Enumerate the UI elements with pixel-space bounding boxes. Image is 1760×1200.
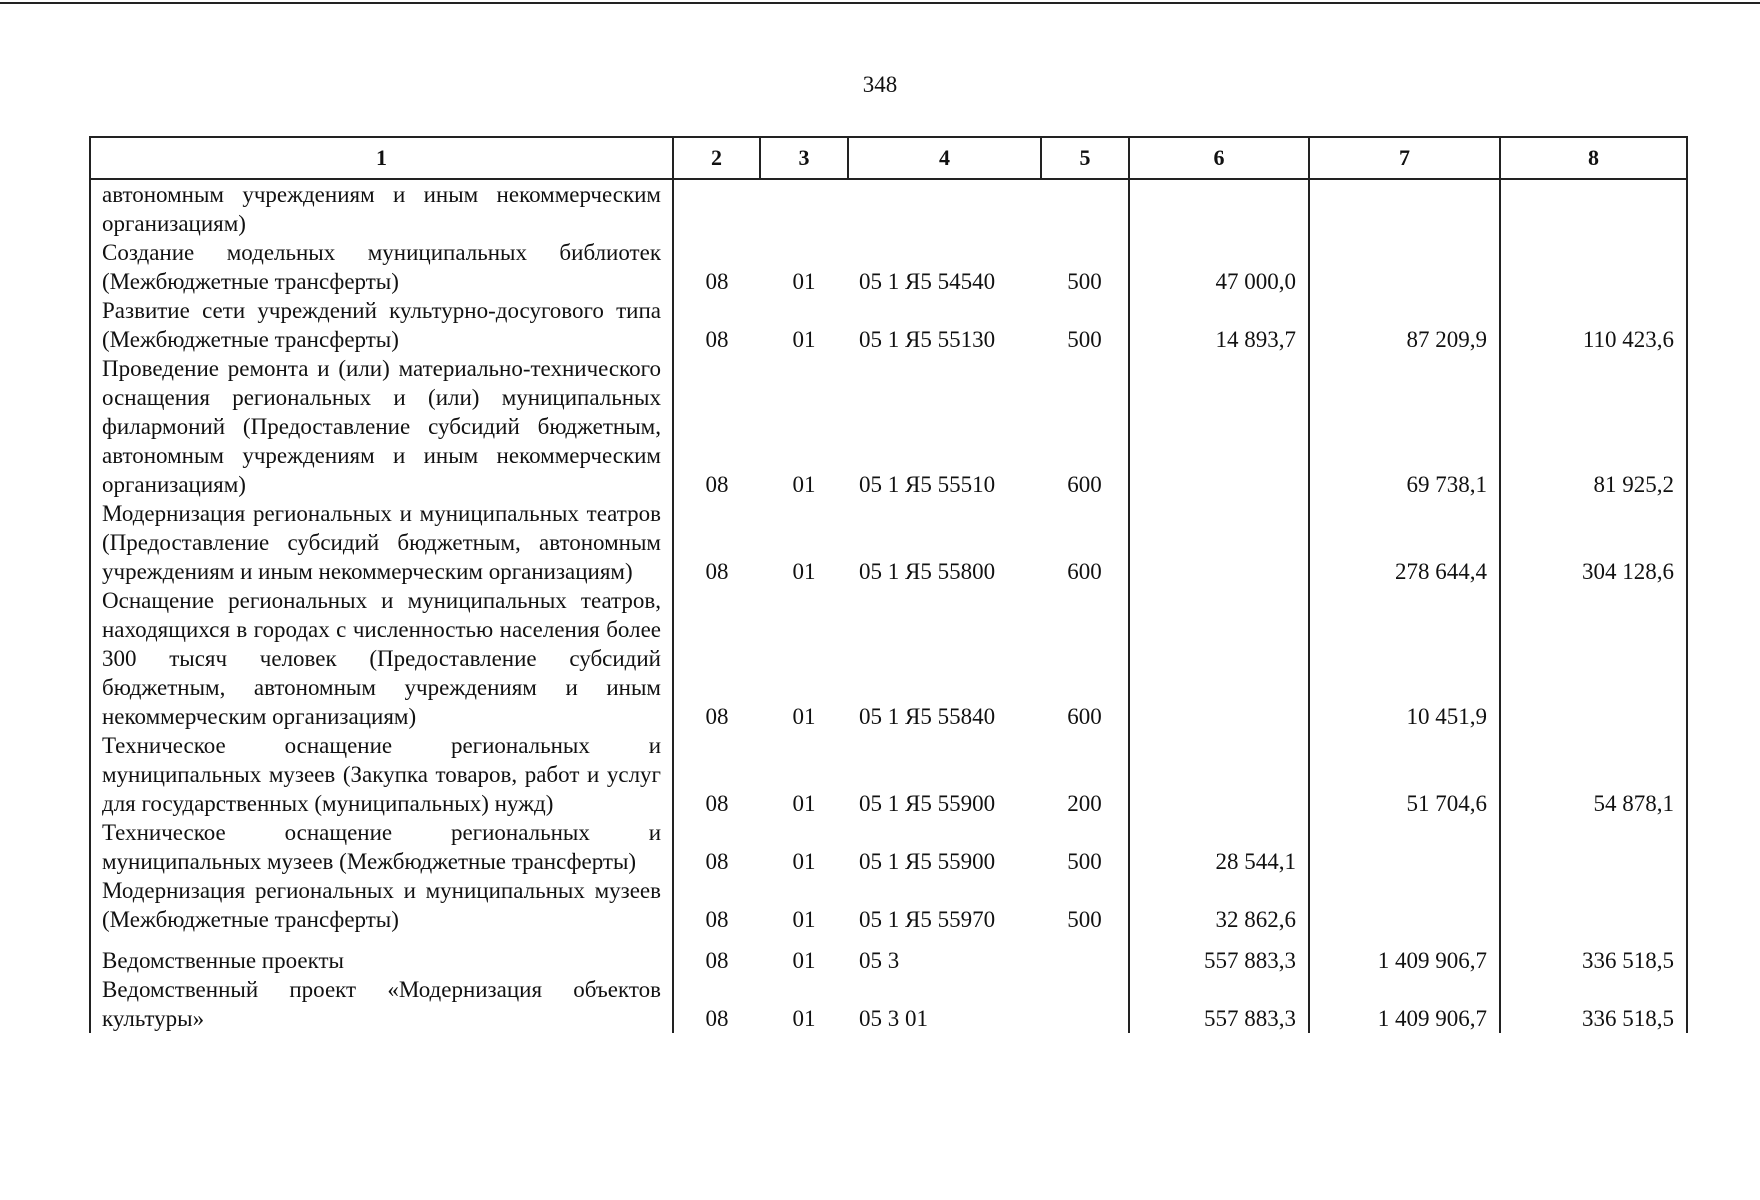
header-col-3: 3 <box>760 137 848 179</box>
amount-col-8: 336 518,5 <box>1500 975 1687 1033</box>
table-row <box>90 818 1687 876</box>
target-article-code: 05 3 01 <box>859 1006 928 1031</box>
amount-col-7: 1 409 906,7 <box>1309 975 1500 1033</box>
amount-col-6 <box>1129 354 1309 499</box>
expense-type-code: 500 <box>1041 238 1129 296</box>
expense-type-code: 600 <box>1041 499 1129 586</box>
amount-col-7 <box>1309 818 1500 876</box>
target-article-code: 05 1 Я5 54540 <box>859 269 996 294</box>
amount-col-8 <box>1500 238 1687 296</box>
expense-type-code: 500 <box>1041 818 1129 876</box>
target-article-code: 05 3 <box>859 948 900 973</box>
table-row <box>90 499 1687 586</box>
amount-col-6 <box>1129 179 1309 238</box>
row-description: Модернизация региональных и муниципальных музеев (Межбюджетные трансферты) <box>90 876 673 934</box>
expense-type-code <box>1041 934 1129 975</box>
target-article-code <box>848 179 1041 238</box>
amount-col-6: 14 893,7 <box>1129 296 1309 354</box>
target-article-code: 05 1 Я5 55840 <box>859 704 996 729</box>
amount-col-6 <box>1129 731 1309 818</box>
amount-col-6 <box>1129 499 1309 586</box>
table-row <box>90 934 1687 975</box>
subsection-code: 01 <box>792 791 816 816</box>
budget-table <box>89 136 1688 1033</box>
table-row <box>90 238 1687 296</box>
header-col-6: 6 <box>1129 137 1309 179</box>
section-code: 08 <box>705 907 729 932</box>
header-col-7: 7 <box>1309 137 1500 179</box>
table-row <box>90 296 1687 354</box>
table-row <box>90 731 1687 818</box>
amount-col-7: 69 738,1 <box>1309 354 1500 499</box>
row-description: Техническое оснащение региональных и муниципальных музеев (Закупка товаров, работ и услуг для государственных (муниципальных) нужд) <box>90 731 673 818</box>
target-article-code: 05 1 Я5 55130 <box>859 327 996 352</box>
header-col-8: 8 <box>1500 137 1687 179</box>
amount-col-6: 47 000,0 <box>1129 238 1309 296</box>
header-col-4: 4 <box>848 137 1041 179</box>
expense-type-code: 500 <box>1041 876 1129 934</box>
amount-col-7 <box>1309 238 1500 296</box>
row-description: Техническое оснащение региональных и муниципальных музеев (Межбюджетные трансферты) <box>90 818 673 876</box>
amount-col-8: 336 518,5 <box>1500 934 1687 975</box>
expense-type-code: 500 <box>1041 296 1129 354</box>
target-article-code: 05 1 Я5 55510 <box>859 472 996 497</box>
subsection-code: 01 <box>792 472 816 497</box>
section-code: 08 <box>705 559 729 584</box>
row-description: Развитие сети учреждений культурно-досугового типа (Межбюджетные трансферты) <box>90 296 673 354</box>
target-article-code: 05 1 Я5 55900 <box>859 791 996 816</box>
target-article-code: 05 1 Я5 55900 <box>859 849 996 874</box>
subsection-code <box>760 179 848 238</box>
section-code: 08 <box>705 849 729 874</box>
row-description: Проведение ремонта и (или) материально-технического оснащения региональных и (или) муниципальных филармоний (Предоставление субсидий бюджетным, автономным учреждениям и иным некоммерческим организациям) <box>90 354 673 499</box>
amount-col-8 <box>1500 586 1687 731</box>
table-row <box>90 975 1687 1033</box>
expense-type-code: 200 <box>1041 731 1129 818</box>
amount-col-8 <box>1500 179 1687 238</box>
amount-col-6: 28 544,1 <box>1129 818 1309 876</box>
subsection-code: 01 <box>792 269 816 294</box>
row-description: Ведомственные проекты <box>90 934 673 975</box>
section-code <box>673 179 760 238</box>
amount-col-8 <box>1500 818 1687 876</box>
amount-col-8 <box>1500 876 1687 934</box>
amount-col-7: 87 209,9 <box>1309 296 1500 354</box>
amount-col-6: 32 862,6 <box>1129 876 1309 934</box>
header-row <box>90 137 1687 179</box>
subsection-code: 01 <box>792 559 816 584</box>
subsection-code: 01 <box>792 849 816 874</box>
header-col-1: 1 <box>90 137 673 179</box>
header-col-5: 5 <box>1041 137 1129 179</box>
amount-col-8: 110 423,6 <box>1500 296 1687 354</box>
target-article-code: 05 1 Я5 55800 <box>859 559 996 584</box>
subsection-code: 01 <box>792 327 816 352</box>
expense-type-code: 600 <box>1041 354 1129 499</box>
section-code: 08 <box>705 269 729 294</box>
amount-col-8: 304 128,6 <box>1500 499 1687 586</box>
amount-col-7: 1 409 906,7 <box>1309 934 1500 975</box>
expense-type-code <box>1041 179 1129 238</box>
row-description: автономным учреждениям и иным некоммерческим организациям) <box>90 179 673 238</box>
amount-col-8: 81 925,2 <box>1500 354 1687 499</box>
row-description: Создание модельных муниципальных библиотек (Межбюджетные трансферты) <box>90 238 673 296</box>
amount-col-6 <box>1129 586 1309 731</box>
section-code: 08 <box>705 472 729 497</box>
row-description: Ведомственный проект «Модернизация объектов культуры» <box>90 975 673 1033</box>
expense-type-code: 600 <box>1041 586 1129 731</box>
target-article-code: 05 1 Я5 55970 <box>859 907 996 932</box>
section-code: 08 <box>705 1006 729 1031</box>
subsection-code: 01 <box>792 907 816 932</box>
top-rule <box>0 2 1760 4</box>
header-col-2: 2 <box>673 137 760 179</box>
row-description: Модернизация региональных и муниципальных театров (Предоставление субсидий бюджетным, автономным учреждениям и иным некоммерческим организациям) <box>90 499 673 586</box>
page-number: 348 <box>862 72 898 97</box>
amount-col-7: 10 451,9 <box>1309 586 1500 731</box>
subsection-code: 01 <box>792 1006 816 1031</box>
row-description: Оснащение региональных и муниципальных театров, находящихся в городах с численностью населения более 300 тысяч человек (Предоставление субсидий бюджетным, автономным учреждениям и иным некоммерческим организациям) <box>90 586 673 731</box>
table-row <box>90 876 1687 934</box>
section-code: 08 <box>705 704 729 729</box>
amount-col-6: 557 883,3 <box>1129 975 1309 1033</box>
amount-col-7 <box>1309 179 1500 238</box>
section-code: 08 <box>705 791 729 816</box>
amount-col-8: 54 878,1 <box>1500 731 1687 818</box>
amount-col-6: 557 883,3 <box>1129 934 1309 975</box>
table-row <box>90 354 1687 499</box>
section-code: 08 <box>705 948 729 973</box>
table-row <box>90 179 1687 238</box>
amount-col-7: 278 644,4 <box>1309 499 1500 586</box>
section-code: 08 <box>705 327 729 352</box>
subsection-code: 01 <box>792 948 816 973</box>
amount-col-7 <box>1309 876 1500 934</box>
subsection-code: 01 <box>792 704 816 729</box>
amount-col-7: 51 704,6 <box>1309 731 1500 818</box>
expense-type-code <box>1041 975 1129 1033</box>
table-row <box>90 586 1687 731</box>
